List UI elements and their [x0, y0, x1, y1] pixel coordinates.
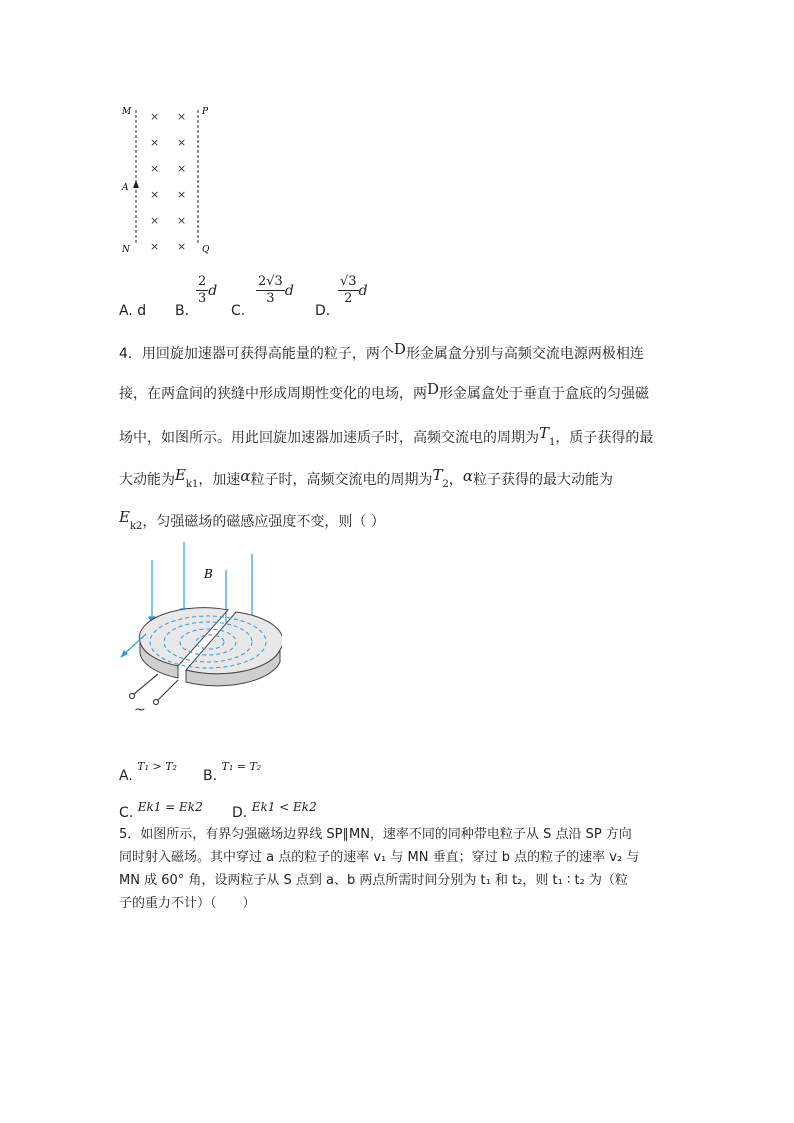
label-N: N: [122, 245, 130, 255]
q5-line-2: 同时射入磁场。其中穿过 a 点的粒子的速率 v₁ 与 MN 垂直；穿过 b 点的粒子的速率 v₂ 与: [119, 850, 640, 865]
ac-source-icon: ~: [134, 702, 146, 718]
cross-mark: ×: [177, 162, 187, 175]
q3-option-d: D.: [315, 303, 331, 319]
q3-option-b: B.: [175, 303, 190, 319]
label-A: A: [122, 183, 129, 193]
q4-line-4: 大动能为$E_{k1}$，加速α粒子时，高频交流电的周期为$T_2$，α粒子获得的最大动能为: [119, 466, 614, 490]
q3-option-c: C.: [231, 303, 246, 319]
q4-line-5: $E_{k2}$，匀强磁场的磁感应强度不变，则（ ）: [119, 508, 385, 532]
q5-block: [119, 823, 689, 915]
q3-option-c-fraction: $\frac{2√3}{3}$ d: [258, 274, 294, 306]
q3-option-b-fraction: $\frac{2}{3}$ d: [198, 274, 218, 306]
q4-line-2: 接，在两盒间的狭缝中形成周期性变化的电场，两D形金属盒处于垂直于盒底的匀强磁: [119, 380, 650, 402]
d-boxes: [139, 608, 282, 686]
cross-mark: ×: [150, 136, 160, 149]
label-M: M: [122, 107, 132, 117]
q4-option-d: D. Ek1 < Ek2: [232, 800, 317, 821]
cross-mark: ×: [177, 188, 187, 201]
cross-mark: ×: [177, 136, 187, 149]
cross-mark: ×: [150, 162, 160, 175]
label-P: P: [202, 107, 209, 117]
cross-mark: ×: [177, 240, 187, 253]
cross-mark: ×: [150, 188, 160, 201]
cross-marks: [150, 110, 186, 253]
q5-line-4: 子的重力不计）（ ）: [119, 896, 256, 911]
q5-line-3: MN 成 60° 角，设两粒子从 S 点到 a、b 两点所需时间分别为 t₁ 和 t₂，则 t₁ ∶ t₂ 为（粒: [119, 873, 628, 888]
q3-option-d-fraction: $\frac{√3}{2}$ d: [340, 274, 368, 306]
cross-mark: ×: [150, 110, 160, 123]
label-Q: Q: [202, 245, 210, 255]
label-B: B: [204, 567, 213, 581]
q4-option-b: B. $^{T_1 = T_2}$: [203, 760, 262, 784]
q4-option-c: C. Ek1 = Ek2: [119, 800, 203, 821]
cross-mark: ×: [177, 110, 187, 123]
q4-line-1: 4．用回旋加速器可获得高能量的粒子，两个D形金属盒分别与高频交流电源两极相连: [119, 340, 644, 362]
cyclotron-figure: [112, 540, 282, 720]
q4-option-a: A. $^{T_1 > T_2}$: [119, 760, 177, 784]
field-region-figure: [112, 100, 222, 260]
q3-option-a: A. d: [119, 303, 147, 319]
q4-line-3: 场中，如图所示。用此回旋加速器加速质子时，高频交流电的周期为$T_1$，质子获得的最: [119, 424, 654, 448]
q5-line-1: 5．如图所示，有界匀强磁场边界线 SP∥MN，速率不同的同种带电粒子从 S 点沿 SP 方向: [119, 827, 632, 842]
cross-mark: ×: [150, 214, 160, 227]
terminals: [130, 674, 179, 705]
cross-mark: ×: [150, 240, 160, 253]
arrow-up-icon: [133, 180, 139, 188]
cross-mark: ×: [177, 214, 187, 227]
